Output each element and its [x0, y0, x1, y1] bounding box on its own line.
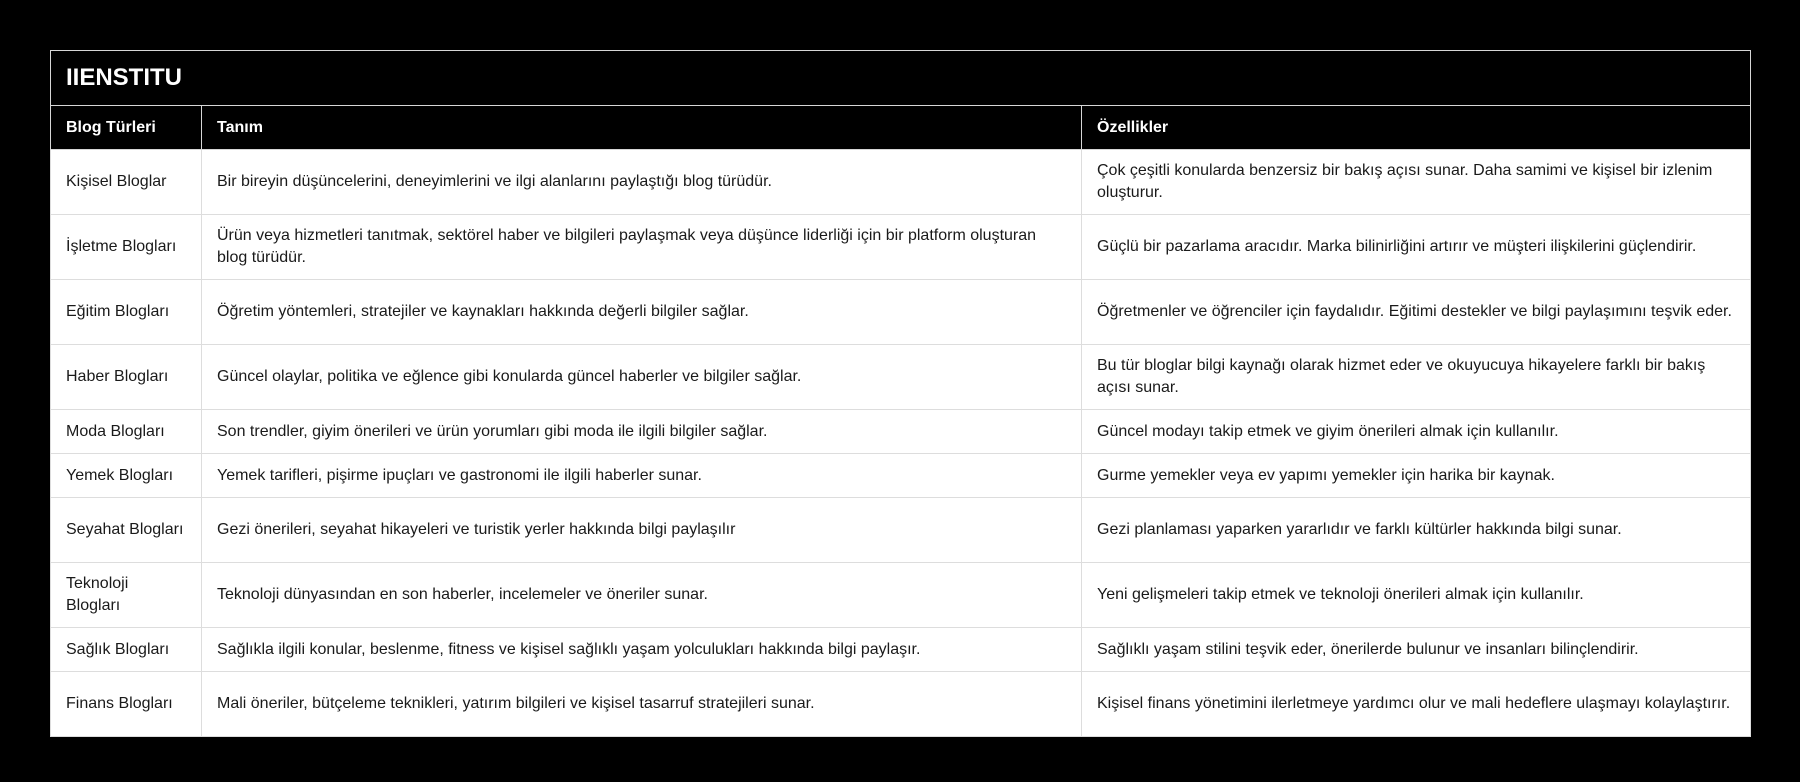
cell-definition: Öğretim yöntemleri, stratejiler ve kaynakları hakkında değerli bilgiler sağlar.	[202, 280, 1082, 345]
cell-blog-type: Kişisel Bloglar	[51, 150, 202, 215]
table-row	[51, 410, 1751, 454]
cell-features: Güncel modayı takip etmek ve giyim önerileri almak için kullanılır.	[1082, 410, 1751, 454]
table-title-row	[51, 51, 1751, 106]
cell-features: Güçlü bir pazarlama aracıdır. Marka bilinirliğini artırır ve müşteri ilişkilerini güçlendirir.	[1082, 215, 1751, 280]
table-header-row	[51, 106, 1751, 150]
table-row	[51, 215, 1751, 280]
table-row	[51, 150, 1751, 215]
cell-features: Gezi planlaması yaparken yararlıdır ve farklı kültürler hakkında bilgi sunar.	[1082, 498, 1751, 563]
cell-blog-type: Seyahat Blogları	[51, 498, 202, 563]
cell-definition: Teknoloji dünyasından en son haberler, incelemeler ve öneriler sunar.	[202, 563, 1082, 628]
column-header-blog-types: Blog Türleri	[51, 106, 202, 150]
cell-blog-type: Moda Blogları	[51, 410, 202, 454]
column-header-features: Özellikler	[1082, 106, 1751, 150]
cell-definition: Sağlıkla ilgili konular, beslenme, fitness ve kişisel sağlıklı yaşam yolculukları hakkında bilgi paylaşır.	[202, 628, 1082, 672]
cell-definition: Yemek tarifleri, pişirme ipuçları ve gastronomi ile ilgili haberler sunar.	[202, 454, 1082, 498]
blog-types-table	[50, 50, 1751, 737]
cell-blog-type: İşletme Blogları	[51, 215, 202, 280]
table-row	[51, 628, 1751, 672]
cell-definition: Mali öneriler, bütçeleme teknikleri, yatırım bilgileri ve kişisel tasarruf stratejileri sunar.	[202, 672, 1082, 737]
cell-blog-type: Yemek Blogları	[51, 454, 202, 498]
table-row	[51, 454, 1751, 498]
cell-blog-type: Eğitim Blogları	[51, 280, 202, 345]
cell-features: Yeni gelişmeleri takip etmek ve teknoloji önerileri almak için kullanılır.	[1082, 563, 1751, 628]
table-row	[51, 345, 1751, 410]
cell-features: Gurme yemekler veya ev yapımı yemekler için harika bir kaynak.	[1082, 454, 1751, 498]
cell-features: Sağlıklı yaşam stilini teşvik eder, önerilerde bulunur ve insanları bilinçlendirir.	[1082, 628, 1751, 672]
table-row	[51, 498, 1751, 563]
table-row	[51, 563, 1751, 628]
blog-types-table-container	[50, 50, 1750, 737]
cell-definition: Ürün veya hizmetleri tanıtmak, sektörel haber ve bilgileri paylaşmak veya düşünce liderliği için bir platform oluşturan blog türüdür.	[202, 215, 1082, 280]
cell-features: Çok çeşitli konularda benzersiz bir bakış açısı sunar. Daha samimi ve kişisel bir izlenim oluşturur.	[1082, 150, 1751, 215]
cell-blog-type: Sağlık Blogları	[51, 628, 202, 672]
column-header-definition: Tanım	[202, 106, 1082, 150]
cell-definition: Bir bireyin düşüncelerini, deneyimlerini ve ilgi alanlarını paylaştığı blog türüdür.	[202, 150, 1082, 215]
cell-blog-type: Finans Blogları	[51, 672, 202, 737]
cell-definition: Son trendler, giyim önerileri ve ürün yorumları gibi moda ile ilgili bilgiler sağlar.	[202, 410, 1082, 454]
cell-definition: Gezi önerileri, seyahat hikayeleri ve turistik yerler hakkında bilgi paylaşılır	[202, 498, 1082, 563]
cell-definition: Güncel olaylar, politika ve eğlence gibi konularda güncel haberler ve bilgiler sağlar.	[202, 345, 1082, 410]
cell-features: Kişisel finans yönetimini ilerletmeye yardımcı olur ve mali hedeflere ulaşmayı kolaylaştırır.	[1082, 672, 1751, 737]
cell-blog-type: Haber Blogları	[51, 345, 202, 410]
table-row	[51, 280, 1751, 345]
cell-features: Öğretmenler ve öğrenciler için faydalıdır. Eğitimi destekler ve bilgi paylaşımını teşvik eder.	[1082, 280, 1751, 345]
cell-blog-type: Teknoloji Blogları	[51, 563, 202, 628]
table-title: IIENSTITU	[51, 51, 1751, 106]
cell-features: Bu tür bloglar bilgi kaynağı olarak hizmet eder ve okuyucuya hikayelere farklı bir bakış açısı sunar.	[1082, 345, 1751, 410]
table-row	[51, 672, 1751, 737]
